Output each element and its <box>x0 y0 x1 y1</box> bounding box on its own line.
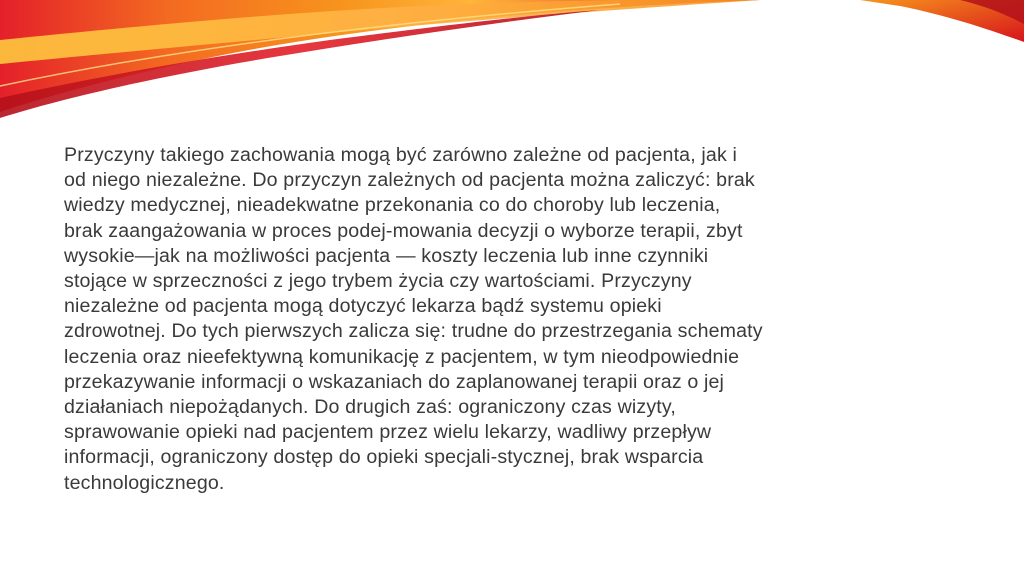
text-line: zdrowotnej. Do tych pierwszych zalicza się: trudne do przestrzegania schematy <box>64 320 763 343</box>
text-line: informacji, ograniczony dostęp do opieki specjali-stycznej, brak wsparcia <box>64 446 704 469</box>
text-line: wiedzy medycznej, nieadekwatne przekonania co do choroby lub leczenia, <box>64 194 721 217</box>
text-line: Przyczyny takiego zachowania mogą być zarówno zależne od pacjenta, jak i <box>64 144 737 166</box>
text-line: przekazywanie informacji o wskazaniach do zaplanowanej terapii oraz o jej <box>64 370 725 393</box>
text-line: leczenia oraz nieefektywną komunikację z pacjentem, w tym nieodpowiednie <box>64 345 740 368</box>
text-line: wysokie—jak na możliwości pacjenta — koszty leczenia lub inne czynniki <box>64 244 709 267</box>
body-paragraph <box>64 143 964 496</box>
text-line: brak zaangażowania w proces podej-mowania decyzji o wyborze terapii, zbyt <box>64 219 743 242</box>
text-line: stojące w sprzeczności z jego trybem życia czy wartościami. Przyczyny <box>64 270 692 293</box>
text-line: od niego niezależne. Do przyczyn zależnych od pacjenta można zaliczyć: brak <box>64 169 755 192</box>
decorative-wave-banner <box>0 0 1024 140</box>
text-line: niezależne od pacjenta mogą dotyczyć lekarza bądź systemu opieki <box>64 295 662 318</box>
text-line: działaniach niepożądanych. Do drugich zaś: ograniczony czas wizyty, <box>64 396 676 419</box>
text-line: technologicznego. <box>64 471 225 494</box>
text-line: sprawowanie opieki nad pacjentem przez wielu lekarzy, wadliwy przepływ <box>64 421 712 444</box>
